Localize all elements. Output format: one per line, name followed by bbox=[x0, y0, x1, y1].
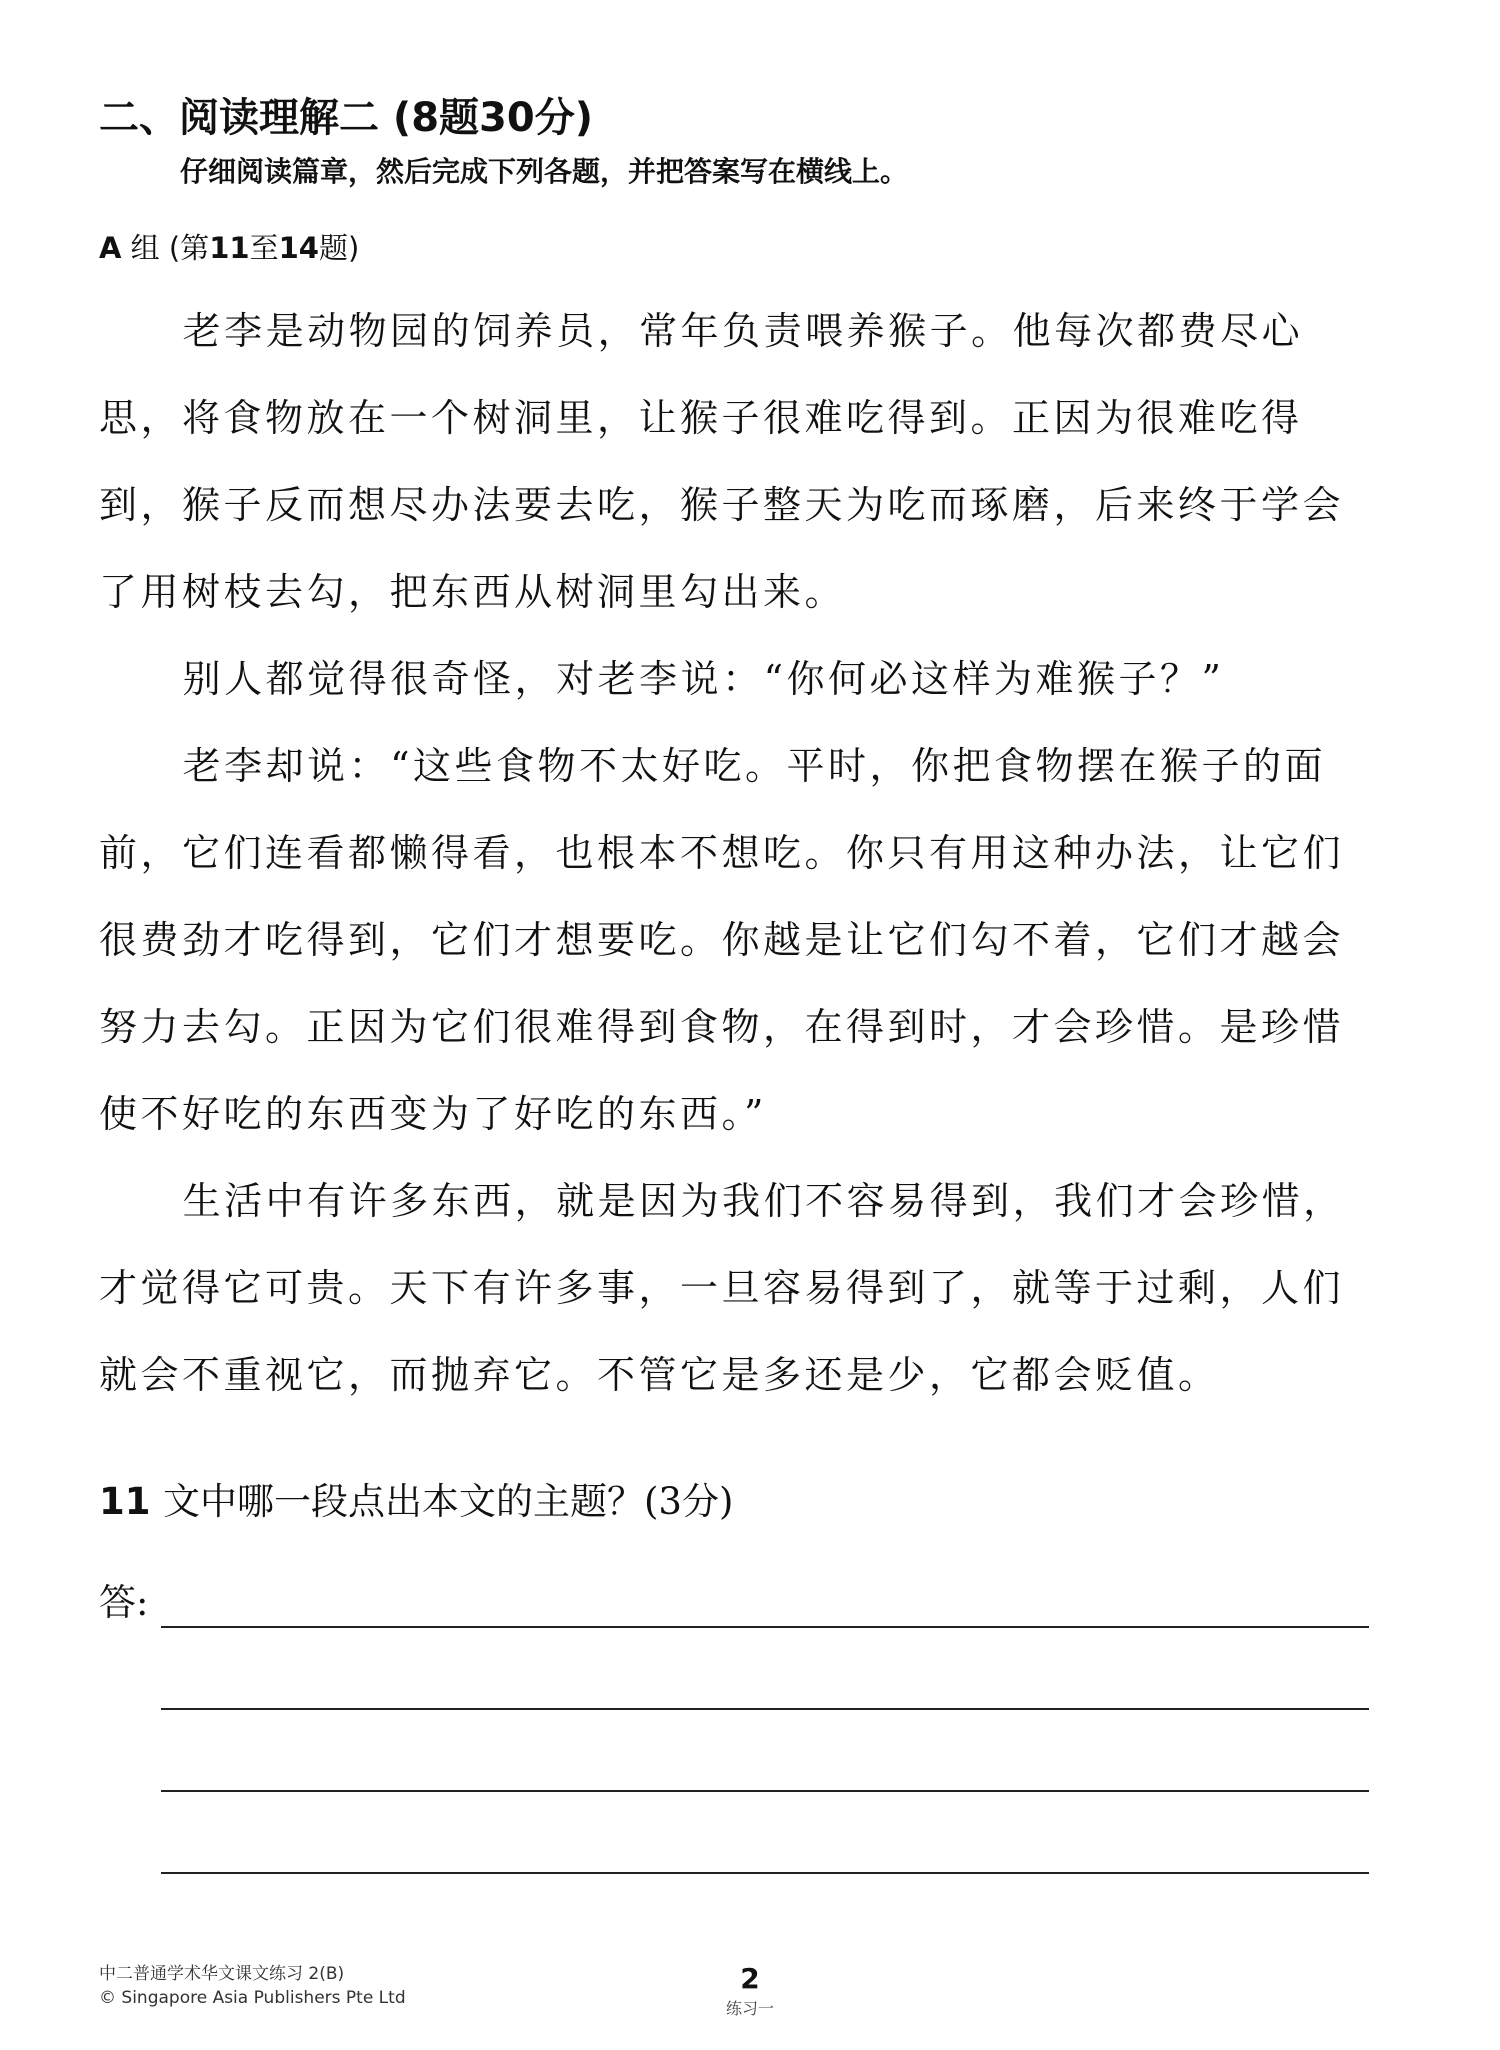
question-number: 11 bbox=[99, 1480, 151, 1523]
group-label bbox=[99, 228, 359, 268]
answer-line-1[interactable] bbox=[161, 1626, 1369, 1628]
answer-label: 答: bbox=[99, 1581, 149, 1624]
footer-publication-info bbox=[99, 1962, 406, 2010]
group-to-number: 14 bbox=[278, 231, 319, 265]
passage-paragraph-4: 生活中有许多东西，就是因为我们不容易得到，我们才会珍惜，才觉得它可贵。天下有许多事，一旦容易得到了，就等于过剩，人们就会不重视它，而抛弃它。不管它是多还是少，它都会贬值。 bbox=[99, 1179, 1345, 1397]
answer-line-3[interactable] bbox=[161, 1790, 1369, 1792]
passage-paragraph-3: 老李却说：“这些食物不太好吃。平时，你把食物摆在猴子的面前，它们连看都懒得看，也根本不想吃。你只有用这种办法，让它们很费劲才吃得到，它们才想要吃。你越是让它们勾不着，它们才越会努力去勾。正因为它们很难得到食物，在得到时，才会珍惜。是珍惜使不好吃的东西变为了好吃的东西。” bbox=[99, 744, 1345, 1136]
section-title: 二、阅读理解二 (8题30分) bbox=[99, 95, 593, 141]
group-letter: A bbox=[99, 231, 122, 265]
passage-paragraph-2: 别人都觉得很奇怪，对老李说：“你何必这样为难猴子？” bbox=[182, 657, 1225, 701]
question-11 bbox=[99, 1472, 733, 1532]
footer-copyright: © Singapore Asia Publishers Pte Ltd bbox=[99, 1988, 406, 2008]
exercise-label: 练习一 bbox=[725, 1999, 774, 2018]
group-label-text-a: 组 (第 bbox=[130, 231, 210, 265]
group-label-text-b: 至 bbox=[249, 231, 279, 265]
instruction-text: 仔细阅读篇章，然后完成下列各题，并把答案写在横线上。 bbox=[180, 155, 909, 188]
group-label-text-c: 题) bbox=[318, 231, 360, 265]
reading-passage bbox=[99, 288, 1369, 1419]
answer-line-2[interactable] bbox=[161, 1708, 1369, 1710]
question-text: 文中哪一段点出本文的主题？(3分) bbox=[163, 1480, 734, 1523]
page-number: 2 bbox=[740, 1962, 760, 1995]
passage-paragraph-1: 老李是动物园的饲养员，常年负责喂养猴子。他每次都费尽心思，将食物放在一个树洞里，让猴子很难吃得到。正因为很难吃得到，猴子反而想尽办法要去吃，猴子整天为吃而琢磨，后来终于学会了用树枝去勾，把东西从树洞里勾出来。 bbox=[99, 309, 1345, 614]
answer-line-4[interactable] bbox=[161, 1872, 1369, 1874]
group-from-number: 11 bbox=[209, 231, 250, 265]
footer-book-title: 中二普通学术华文课文练习 2(B) bbox=[99, 1964, 345, 1984]
